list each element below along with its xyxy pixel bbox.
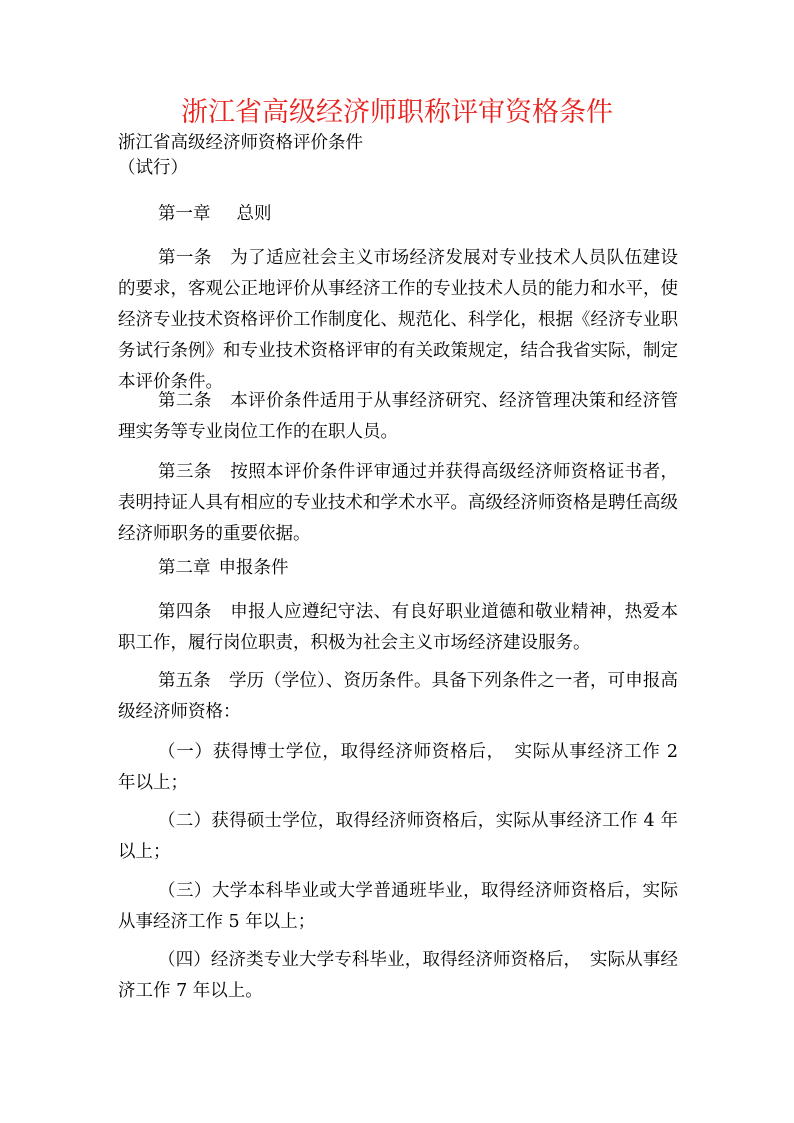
chapter-1-heading: [158, 202, 272, 226]
chapter-2-number: 第二章: [158, 558, 211, 578]
article-2: [118, 386, 678, 448]
document-title: 浙江省高级经济师职称评审资格条件: [181, 97, 613, 128]
article-3-text: 按照本评价条件评审通过并获得高级经济师资格证书者，表明持证人具有相应的专业技术和学术水平。高级经济师资格是聘任高级经济师职务的重要依据。: [118, 462, 679, 544]
trial-note: （试行）: [118, 158, 188, 178]
article-2-text: 本评价条件适用于从事经济研究、经济管理决策和经济管理实务等专业岗位工作的在职人员。: [118, 391, 679, 442]
article-3: [118, 457, 678, 550]
list-item-1: （一）获得博士学位，取得经济师资格后， 实际从事经济工作 2 年以上；: [118, 742, 678, 793]
article-1-number: 第一条: [158, 248, 212, 268]
article-5-number: 第五条: [158, 671, 211, 691]
article-4: [118, 597, 678, 659]
chapter-2-heading: [158, 556, 289, 580]
chapter-1-name: 总则: [236, 204, 272, 224]
article-1: [118, 243, 678, 398]
list-item-2: （二）获得硕士学位，取得经济师资格后，实际从事经济工作 4 年以上；: [118, 811, 678, 862]
article-3-number: 第三条: [158, 462, 212, 482]
article-4-text: 申报人应遵纪守法、有良好职业道德和敬业精神，热爱本职工作，履行岗位职责，积极为社会主义市场经济建设服务。: [118, 602, 679, 653]
chapter-1-number: 第一章: [158, 204, 211, 224]
article-5-text: 学历（学位）、资历条件。具备下列条件之一者，可申报高级经济师资格：: [118, 671, 679, 722]
article-4-number: 第四条: [158, 602, 212, 622]
document-subtitle: 浙江省高级经济师资格评价条件: [118, 133, 363, 153]
list-item-4: （四）经济类专业大学专科毕业，取得经济师资格后， 实际从事经济工作 7 年以上。: [118, 950, 678, 1001]
article-1-text: 为了适应社会主义市场经济发展对专业技术人员队伍建设的要求，客观公正地评价从事经济工作的专业技术人员的能力和水平，使经济专业技术资格评价工作制度化、规范化、科学化，根据《经济专业职务试行条例》和专业技术资格评审的有关政策规定，结合我省实际，制定本评价条件。: [118, 248, 679, 392]
article-2-number: 第二条: [158, 391, 212, 411]
chapter-2-name: 申报条件: [218, 558, 289, 578]
list-item-3: （三）大学本科毕业或大学普通班毕业，取得经济师资格后，实际从事经济工作 5 年以上；: [118, 881, 678, 932]
article-5: [118, 666, 678, 728]
